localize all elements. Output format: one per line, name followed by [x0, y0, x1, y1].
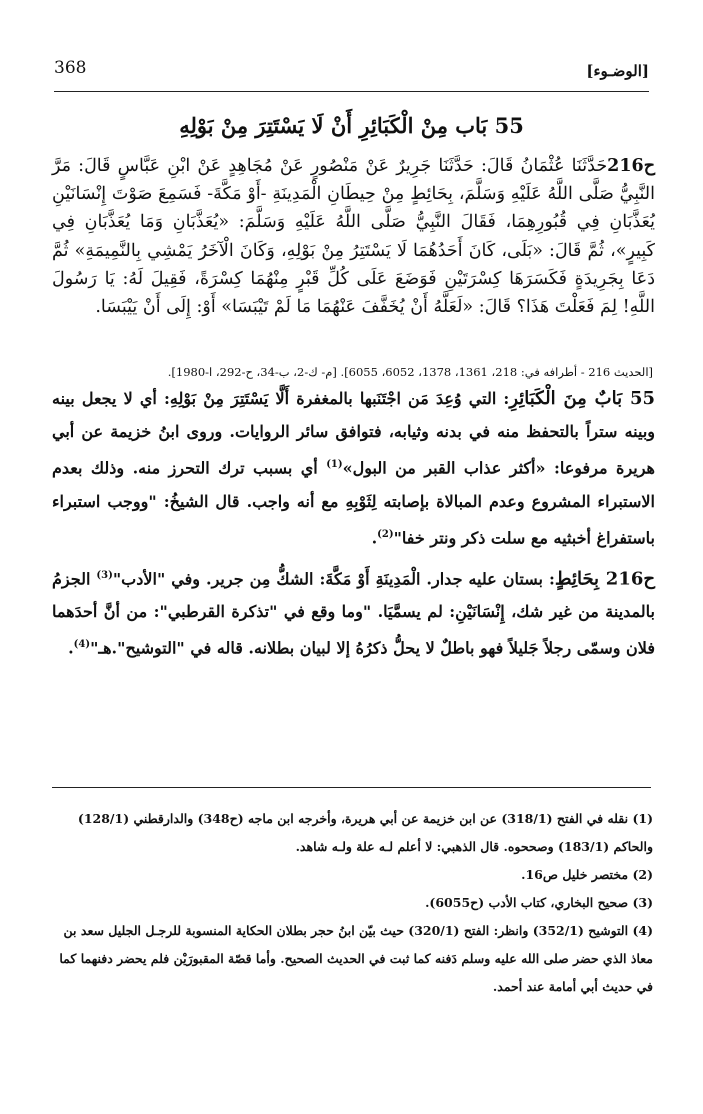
footnote-ref: (1) — [326, 459, 343, 471]
footnote — [52, 917, 653, 1001]
commentary-text: : بستان عليه جدار. الْمَدِينَةِ أَوْ مَكَّةَ: الشكُّ مِن جرير. وفي "الأدب" — [112, 569, 555, 588]
commentary-paragraph — [52, 382, 655, 555]
footnote-ref: (4) — [73, 639, 91, 651]
footnote-ref: (2) — [377, 529, 394, 541]
page-header — [54, 56, 649, 90]
commentary — [52, 382, 655, 665]
hadith-number: ح216 — [607, 156, 655, 176]
hadith-citation: [الحديث 216 - أطرافه في: 218، 1361، 1378، 6052، 6055]. [م- ك-2، ب-34، ح-292، ا-1980]. — [167, 365, 653, 379]
chapter-title: 55 بَاب مِنْ الْكَبَائِرِ أَنْ لَا يَسْتَتِرَ مِنْ بَوْلِهِ — [179, 113, 524, 138]
footnote-rule — [52, 787, 651, 788]
commentary-text: : التي وُعِدَ مَن اجْتَنَبها بالمغفرة أَلَّا يَسْتَتِرَ مِنْ بَوْلِهِ: أي لا يجعل بينه وبينه ستراً بالتحفظ منه في بدنه وثيابه، فتوافق سائر الروايات. وروى ابنُ خزيمة عن أبي هريرة مرفوعا: «أكثر عذاب القبر من البول» — [52, 389, 655, 478]
commentary-paragraph — [52, 559, 655, 665]
footnotes — [52, 805, 653, 1001]
commentary-hadith-lead: ح216 بِحَائِطٍ — [554, 568, 655, 589]
footnote — [52, 861, 653, 889]
footnote-text: التوشيح (352/1) وانظر: الفتح (320/1) حيث بيّن ابنُ حجر بطلان الحكاية المنسوبة للرجـل الجليل سعد بن معاذ الذي حضر صلى الله عليه وسلم دَفنه كما ثبت في الحديث الصحيح. وأما قصّة المقبورَيْن فلم يحضر دفنهما كما في حديث أبي أمامة عند أحمد. — [59, 923, 653, 994]
hadith-text — [52, 152, 655, 321]
commentary-text: . — [371, 528, 378, 548]
footnote — [52, 805, 653, 861]
footnote-text: نقله في الفتح (318/1) عن ابن خزيمة عن أبي هريرة، وأخرجه ابن ماجه (ح348) والدارقطني (128/1) والحاكم (183/1) وصححوه. قال الذهبي: لا أعلم لـه علة ولـه شاهد. — [77, 811, 653, 854]
commentary-text: الجزمُ بالمدينة من غير شك، إِنْسَانَيْنِ: لم يسمَّيَا. "وما وقع في "تذكرة القرطبي": من أنَّ أحدَهما فلان وسمّى رجلاً جَليلاً فهو باطلٌ لا يحلُّ ذكرُهُ إلا لبيان بطلانه. قاله في "التوشيح".هـ" — [52, 569, 655, 658]
footnote-number: (1) — [632, 811, 653, 826]
hadith-body: حَدَّثَنَا عُثْمَانُ قَالَ: حَدَّثَنَا جَرِيرٌ عَنْ مَنْصُورٍ عَنْ مُجَاهِدٍ عَنْ ابْنِ عَبَّاسٍ قَالَ: مَرَّ النَّبِيُّ صَلَّى اللَّهُ عَلَيْهِ وَسَلَّمَ، بِحَائِطٍ مِنْ حِيطَانِ الْمَدِينَةِ -أَوْ مَكَّةَ- فَسَمِعَ صَوْتَ إِنْسَانَيْنِ يُعَذَّبَانِ فِي قُبُورِهِمَا، فَقَالَ النَّبِيُّ صَلَّى اللَّهُ عَلَيْهِ وَسَلَّمَ: «يُعَذَّبَانِ وَمَا يُعَذَّبَانِ فِي كَبِيرٍ»، ثُمَّ قَالَ: «بَلَى، كَانَ أَحَدُهُمَا لَا يَسْتَتِرُ مِنْ بَوْلِهِ، وَكَانَ الْآخَرُ يَمْشِي بِالنَّمِيمَةِ» ثُمَّ دَعَا بِجَرِيدَةٍ فَكَسَرَهَا كِسْرَتَيْنِ فَوَضَعَ عَلَى كُلِّ قَبْرٍ مِنْهُمَا كِسْرَةً، فَقِيلَ لَهُ: يَا رَسُولَ اللَّهِ! لِمَ فَعَلْتَ هَذَا؟ قَالَ: «لَعَلَّهُ أَنْ يُخَفَّفَ عَنْهُمَا مَا لَمْ تَيْبَسَا» أَوْ: إِلَى أَنْ يَيْبَسَا. — [52, 156, 655, 318]
commentary-text: . — [68, 638, 74, 658]
footnote-number: (4) — [632, 923, 653, 938]
page-number: 368 — [54, 58, 87, 78]
footnote — [52, 889, 653, 917]
header-rule — [54, 91, 649, 92]
footnote-number: (3) — [632, 895, 653, 910]
footnote-number: (2) — [632, 867, 653, 882]
commentary-chapter-lead: 55 بَابٌ مِنَ الْكَبَائِرِ — [509, 388, 655, 409]
section-label: [الوضـوء] — [586, 62, 649, 80]
footnote-text: مختصر خليل ص16. — [521, 867, 629, 882]
footnote-ref: (3) — [96, 569, 113, 581]
footnote-text: صحيح البخاري، كتاب الأدب (ح6055). — [425, 895, 629, 910]
commentary-text: أي بسبب ترك التحرز منه. وذلك بعدم الاستبراء المشروع وعدم المبالاة بإصابته لِثَوْبِهِ مع أنه واجب. قال الشيخُ: "ووجب استبراء باستفراغ أخبثيه مع سلت ذكر ونتر خفا" — [52, 458, 655, 548]
